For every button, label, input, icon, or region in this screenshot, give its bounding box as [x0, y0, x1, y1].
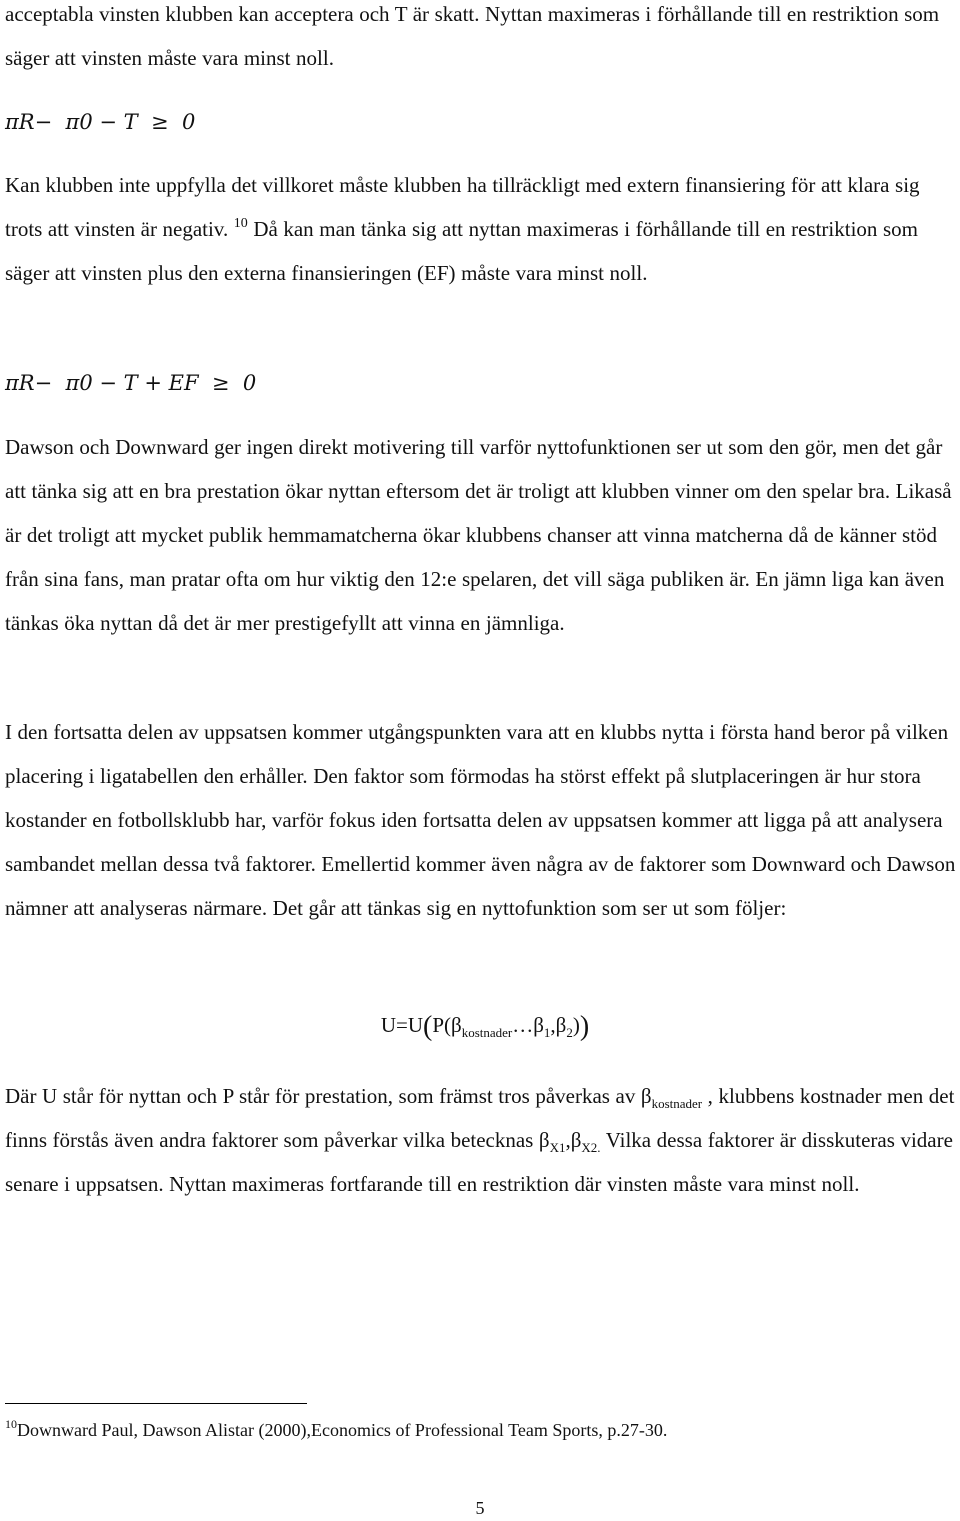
utility-formula	[0, 1005, 960, 1047]
formula-p-open: P(β	[432, 1013, 462, 1037]
paragraph-text: , klubbens kostnader men det finns förstås även andra faktorer som påverkar vilka betecknas β	[5, 1084, 955, 1152]
subscript: X1	[549, 1140, 566, 1155]
formula-subscript: kostnader	[461, 1025, 513, 1040]
footnote	[5, 1416, 667, 1444]
paragraph-text: Då kan man tänka sig att nyttan maximeras i förhållande till en restriktion som säger att vinsten plus den externa finansieringen (EF) måste vara minst noll.	[5, 217, 918, 285]
formula-open-paren: (	[423, 1011, 433, 1042]
equation-profit-constraint: πR− π0 − T ≥ 0	[5, 110, 196, 134]
formula-lead: U=U	[380, 1013, 423, 1037]
paragraph-text: Vilka dessa faktorer är disskuteras vidare senare i uppsatsen. Nyttan maximeras fortfarande till en restriktion där vinsten måste vara minst noll.	[5, 1128, 953, 1196]
formula-subscript: 2	[566, 1025, 573, 1040]
paragraph-text: Där U står för nyttan och P står för prestation, som främst tros påverkas av β	[5, 1084, 652, 1108]
formula-subscript: 1	[543, 1025, 551, 1040]
formula-p-close: )	[572, 1013, 580, 1037]
paragraph-utility-explanation	[5, 1074, 957, 1206]
footnote-reference: 10	[233, 216, 248, 231]
formula-beta: β	[533, 1013, 544, 1037]
paragraph-text: Kan klubben inte uppfylla det villkoret måste klubben ha tillräckligt med extern finansiering för att klara sig trots att vinsten är negativ.	[5, 173, 920, 241]
footnote-text: Downward Paul, Dawson Alistar (2000),Economics of Professional Team Sports, p.27-30.	[17, 1420, 668, 1440]
subscript: X2.	[581, 1140, 601, 1155]
paragraph-utility-function-intro: I den fortsatta delen av uppsatsen kommer utgångspunkten vara att en klubbs nytta i första hand beror på vilken placering i ligatabellen den erhåller. Den faktor som förmodas ha störst effekt på slutplaceringen är hur stora kostander en fotbollsklubb har, varför fokus iden fortsatta delen av uppsatsen kommer att ligga på att analysera sambandet mellan dessa två faktorer. Emellertid kommer även några av de faktorer som Downward och Dawson nämner att analyseras närmare. Det går att tänkas sig en nyttofunktion som ser ut som följer:	[5, 720, 956, 920]
footnote-separator	[5, 1403, 307, 1404]
equation-financing-constraint: πR− π0 − T + EF ≥ 0	[5, 371, 257, 395]
paragraph-restriction-intro: acceptabla vinsten klubben kan acceptera och T är skatt. Nyttan maximeras i förhållande till en restriktion som säger att vinsten måste vara minst noll.	[5, 2, 940, 70]
page-number: 5	[475, 1498, 485, 1518]
paragraph-utility-motivation: Dawson och Downward ger ingen direkt motivering till varför nyttofunktionen ser ut som den gör, men det går att tänka sig att en bra prestation ökar nyttan eftersom det är troligt att klubben vinner om den spelar bra. Likaså är det troligt att mycket publik hemmamatcherna ökar klubbens chanser att vinna matcherna då de känner stöd från sina fans, man pratar ofta om hur viktig den 12:e spelaren, det vill säga publiken är. En jämn liga kan även tänkas öka nyttan då det är mer prestigefyllt att vinna en jämnliga.	[5, 435, 952, 635]
formula-dots: …	[512, 1013, 534, 1037]
footnote-number: 10	[5, 1417, 17, 1431]
subscript: kostnader	[651, 1096, 703, 1111]
paragraph-external-financing	[5, 163, 957, 295]
formula-comma-beta: ,β	[550, 1013, 567, 1037]
paragraph-text: ,β	[565, 1128, 582, 1152]
formula-close-paren: )	[579, 1011, 590, 1042]
